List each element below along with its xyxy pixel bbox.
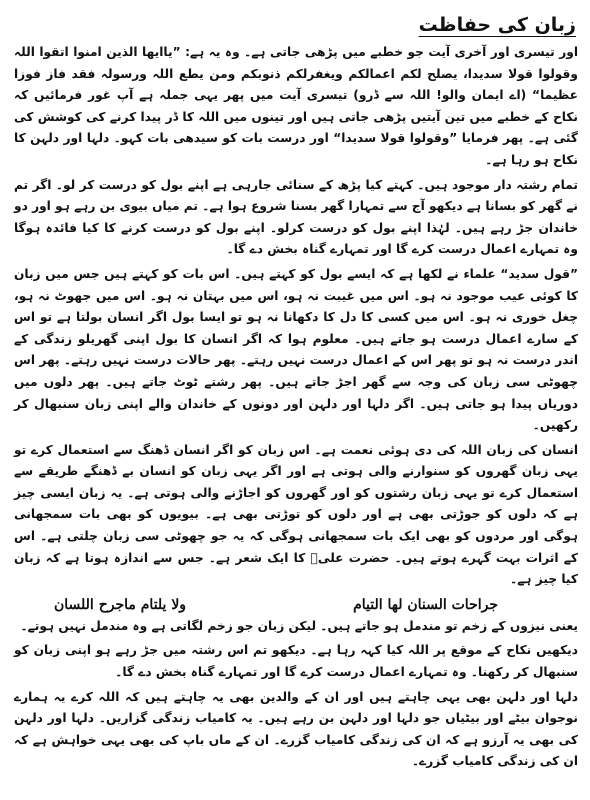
couplet-first-hemistich: جراحات السنان لها التیام <box>353 596 498 613</box>
arabic-couplet <box>54 594 498 616</box>
couplet-second-hemistich: ولا یلتام ماجرح اللسان <box>54 596 187 613</box>
page-title: زبان کی حفاظت <box>418 14 576 36</box>
paragraph: دیکھیں نکاح کے موقع پر اللہ کیا کہہ رہا ہے۔ دیکھو تم اس رشتہ میں جڑ رہے ہو اپنی زبان کو سنبھال کر رکھنا۔ وہ تمہارے اعمال درست کرے گا اور تمہارے گناہ بخش دے گا۔ <box>14 643 578 680</box>
paragraph: اور تیسری اور آخری آیت جو خطبے میں پڑھی جاتی ہے۔ وہ یہ ہے: ”یاایھا الذین امنوا اتقوا اللہ وقولوا قولا سدیدا، یصلح لکم اعمالکم ویغفرلکم ذنوبکم ومن یطع اللہ ورسولہ فقد فاز فوزا عظیما“ (اے ایمان والو! اللہ سے ڈرو) تیسری آیت میں پھر یہی جملہ ہے آپ غور فرمائیں کہ نکاح کے خطبے میں تین آیتیں پڑھی جاتی ہیں اور تینوں میں اللہ کا ڈر پیدا کرنے کی کوشش کی گئی ہے۔ پھر فرمایا ”وقولوا قولا سدیدا“ اور درست بات کو سیدھی بات کہو۔ دلہا اور دلہن کا نکاح ہو رہا ہے۔ <box>14 45 578 167</box>
paragraph: یعنی نیزوں کے زخم تو مندمل ہو جاتے ہیں۔ لیکن زبان جو زخم لگاتی ہے وہ مندمل نہیں ہوتے۔ <box>20 618 578 633</box>
paragraph: تمام رشتہ دار موجود ہیں۔ کہتے کیا پڑھ کے سنائی جارہی ہے اپنے بول کو درست کر لو۔ اگر تم نے گھر کو بسانا ہے دیکھو آج سے تمہارا گھر بسنا شروع ہوا ہے۔ تم میاں بیوی بن رہے ہو اور دو خاندان جڑ رہے ہیں۔ لہٰذا اپنے بول کو درست کرلو۔ اپنے بول کو درست کرنے کا کیا فائدہ ہوگا وہ تمہارے اعمال درست کرے گا اور تمہارے گناہ بخش دے گا۔ <box>14 177 578 257</box>
paragraph: دلہا اور دلہن بھی یہی چاہتے ہیں اور ان کے والدین بھی یہ چاہتے ہیں کہ اللہ کرے یہ ہمارے نوجوان بیٹے اور بیٹیاں جو دلہا اور دلہن بن رہے ہیں۔ یہ کامیاب زندگی گزاریں۔ دلہا اور دلہن کی بھی یہ آرزو ہے کہ ان کی زندگی کامیاب گزرے۔ ان کے ماں باپ کی بھی یہی خواہش ہے کہ ان کی زندگی کامیاب گزرے۔ <box>14 689 578 769</box>
paragraph: انسان کی زبان اللہ کی دی ہوئی نعمت ہے۔ اس زبان کو اگر انسان ڈھنگ سے استعمال کرے تو یہی زبان گھروں کو سنوارنے والی ہوتی ہے اور اگر یہی زبان کو انسان بے ڈھنگے طریقے سے استعمال کرے تو یہی زبان رشتوں کو اور گھروں کو اجاڑنے والی ہوتی ہے۔ یہ زبان ایسی چیز ہے کہ دلوں کو جوڑتی بھی ہے اور دلوں کو توڑتی بھی ہے۔ بیویوں کو بھی بات سمجھانی ہوگی اور مردوں کو بھی ایک بات سمجھانی ہوگی کہ یہ جو چھوٹی سی زبان چلتی ہے۔ اس کے اثرات بہت گہرے ہوتے ہیں۔ حضرت علیؓ کا ایک شعر ہے۔ جس سے اندازہ ہوتا ہے کہ زبان کیا چیز ہے۔ <box>14 442 578 587</box>
paragraph: ”قول سدید“ علماء نے لکھا ہے کہ ایسے بول کو کہتے ہیں۔ اس بات کو کہتے ہیں جس میں زبان کا کوئی عیب موجود نہ ہو۔ اس میں غیبت نہ ہو، اس میں بہتان نہ ہو۔ اس میں جھوٹ نہ ہو، چغل خوری نہ ہو۔ اس میں کسی کا دل کا دکھانا نہ ہو تو ایسا بول اگر انسان بولتا ہے تو اس کے سارے اعمال درست ہو جاتے ہیں۔ معلوم ہوا کہ اگر انسان کا بول اپنی گھریلو زندگی کے اندر درست نہ ہو تو پھر اس کے اعمال درست نہیں رہتے۔ پھر حالات درست نہیں رہتے۔ پھر اس چھوٹی سی زبان کی وجہ سے گھر اجڑ جاتے ہیں۔ پھر رشتے ٹوٹ جاتے ہیں۔ پھر دلوں میں دوریاں پیدا ہو جاتی ہیں۔ اگر دلہا اور دلہن اور دونوں کے خاندان والے اپنی زبان سنبھال کر رکھیں۔ <box>14 266 578 433</box>
